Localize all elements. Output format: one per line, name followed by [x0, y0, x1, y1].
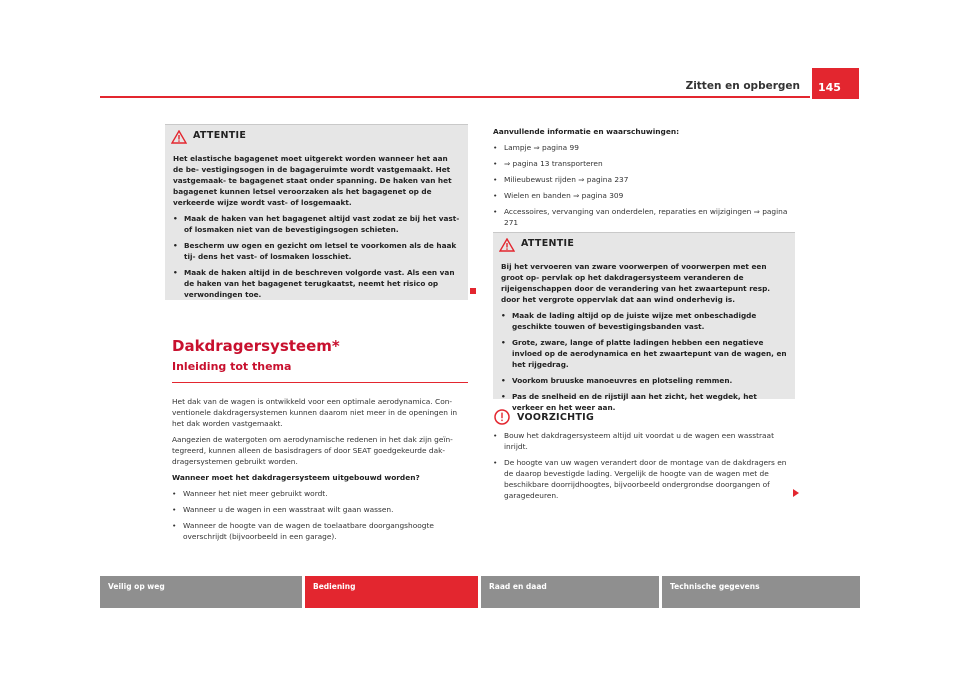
subsection-rule [172, 382, 468, 383]
warning-box-roof-load [493, 232, 795, 412]
info-link-item[interactable]: • Milieubewust rijden ⇒ pagina 237 [493, 174, 795, 185]
warning-bullet: • Pas de snelheid en de rijstijl aan het zicht, het wegdek, het verkeer en het weer aan. [501, 391, 787, 413]
question-heading: Wanneer moet het dakdragersysteem uitgebouwd worden? [172, 473, 420, 482]
section-title: Dakdragersysteem* [172, 337, 340, 355]
warning-bullet: • Maak de lading altijd op de juiste wijze met onbeschadigde geschikte touwen of bevestigingsbanden vast. [501, 310, 787, 332]
continue-arrow-icon [793, 489, 799, 497]
footer-tab-veilig-op-weg[interactable]: Veilig op weg [100, 576, 302, 608]
warning-bullet: • Grote, zware, lange of platte ladingen hebben een negatieve invloed op de aerodynamica en het zwaartepunt van de wagen, en het rijgedrag. [501, 337, 787, 370]
info-link-item[interactable]: • ⇒ pagina 13 transporteren [493, 158, 795, 169]
warning-triangle-icon [171, 129, 187, 148]
page-number: 145 [812, 68, 859, 99]
caution-bullet: • De hoogte van uw wagen verandert door de montage van de dakdragers en de daarop bevestigde lading. Vergelijk de hoogte van de wagen met de beschikbare doorrijdhoogtes, bijvoorbeeld ondergrondse doorgangen of garagedeuren. [493, 457, 795, 501]
header-rule [100, 96, 810, 98]
paragraph: Aangezien de watergoten om aerodynamische redenen in het dak zijn geïn- tegreerd, kunnen alleen de basisdragers of door SEAT goedgekeurde dak- dragersystemen gebruikt worden. [172, 435, 453, 466]
warning-text: Het elastische bagagenet moet uitgerekt worden wanneer het aan de be- vestigingsogen in de bagageruimte wordt vastgemaakt. Het vastgemaak- te bagagenet staat onder spanning. De haken van het bagagenet kunnen letsel veroorzaken als het bagagenet op de verkeerde wijze wordt vast- of losgemaakt. [173, 154, 452, 207]
paragraph: Het dak van de wagen is ontwikkeld voor een optimale aerodynamica. Con- ventionele dakdragersystemen kunnen daarom niet meer in de openingen in het dak worden vastgemaakt. [172, 397, 458, 428]
caution-heading: VOORZICHTIG [517, 412, 595, 423]
info-link-item[interactable]: • Wielen en banden ⇒ pagina 309 [493, 190, 795, 201]
list-item: • Wanneer het niet meer gebruikt wordt. [172, 488, 468, 499]
warning-bullet: • Maak de haken altijd in de beschreven volgorde vast. Als een van de haken van het bagagenet terugkaatst, neemt het risico op verwondingen toe. [173, 267, 460, 300]
footer-tab-bediening[interactable]: Bediening [305, 576, 478, 608]
warning-heading: ATTENTIE [521, 238, 575, 249]
warning-triangle-icon [499, 237, 515, 256]
warning-heading: ATTENTIE [193, 130, 247, 141]
list-item: • Wanneer u de wagen in een wasstraat wilt gaan wassen. [172, 504, 468, 515]
footer-tab-technische-gegevens[interactable]: Technische gegevens [662, 576, 860, 608]
info-link-item[interactable]: • Accessoires, vervanging van onderdelen, reparaties en wijzigingen ⇒ pagina 271 [493, 206, 795, 228]
subsection-title: Inleiding tot thema [172, 360, 292, 373]
additional-info [493, 126, 795, 233]
list-item: • Wanneer de hoogte van de wagen de toelaatbare doorgangshoogte overschrijdt (bijvoorbeeld in een garage). [172, 520, 468, 542]
warning-text: Bij het vervoeren van zware voorwerpen of voorwerpen met een groot op- pervlak op het dakdragersysteem veranderen de rijeigenschappen door de verandering van het zwaartepunt resp. door het vergrote oppervlak dat aan wind onderhevig is. [501, 262, 771, 304]
warning-bullet: • Voorkom bruuske manoeuvres en plotseling remmen. [501, 375, 787, 386]
page-title: Zitten en opbergen [685, 80, 800, 92]
info-link-item[interactable]: • Lampje ⇒ pagina 99 [493, 142, 795, 153]
footer-tab-raad-en-daad[interactable]: Raad en daad [481, 576, 659, 608]
warning-box-luggage-net [165, 124, 468, 300]
section-end-marker [470, 288, 476, 294]
info-heading: Aanvullende informatie en waarschuwingen: [493, 127, 680, 136]
caution-icon [494, 409, 510, 429]
caution-bullet: • Bouw het dakdragersysteem altijd uit voordat u de wagen een wasstraat inrijdt. [493, 430, 795, 452]
section-body [172, 396, 468, 547]
warning-bullet: • Maak de haken van het bagagenet altijd vast zodat ze bij het vast- of losmaken niet van de bevestigingsogen schieten. [173, 213, 460, 235]
caution-body [493, 430, 795, 506]
warning-bullet: • Bescherm uw ogen en gezicht om letsel te voorkomen als de haak tij- dens het vast- of losmaken losschiet. [173, 240, 460, 262]
